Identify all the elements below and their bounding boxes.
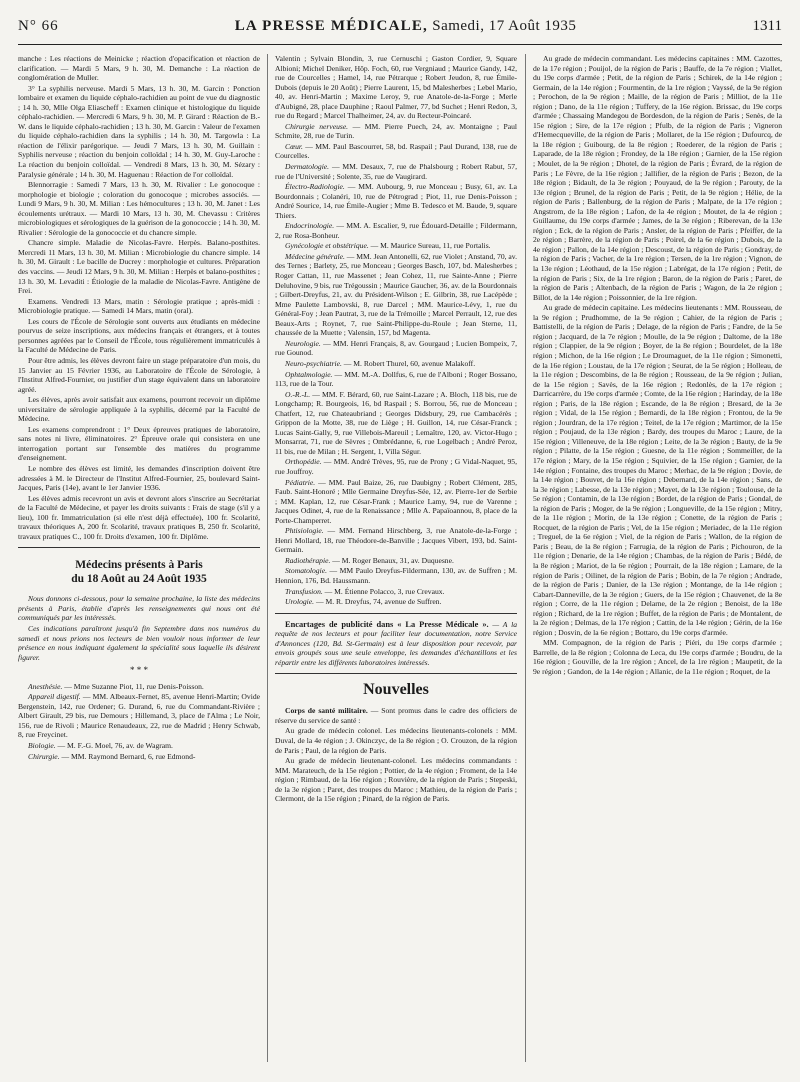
issue-date: Samedi, 17 Août 1935 bbox=[432, 18, 577, 34]
list-item bbox=[275, 339, 517, 358]
list-item bbox=[275, 359, 517, 369]
box-paragraph: Ces indications paraîtront jusqu'à fin Septembre dans nos numéros du samedi et nous prions nos lecteurs de bien vouloir nous informer de leur présence en nous indiquant également la spécialité sous laquelle ils désirent figurer. bbox=[18, 623, 260, 662]
doctor-entries: — MM. Raymond Bernard, 6, rue Edmond- bbox=[59, 751, 196, 761]
article-paragraph: Au grade de médecin lieutenant-colonel. Les médecins commandants : MM. Marateuch, de la 15e région ; Pottier, de la 4e région ; Froment, de la 14e région ; Rimbaud, de la 16e région ; Rouvière, de la région de Paris ; Stepeski, de la 3e région ; Paret, des troupes du Maroc ; Mathieu, de la région de Paris ; Clermont, de la 15e région ; Pinard, de la région de Paris. bbox=[275, 756, 517, 804]
article-paragraph: Les cours de l'École de Sérologie sont ouverts aux étudiants en médecine pourvus de seize inscriptions, aux médecins français et étrangers, et à toutes personnes agréées par le Conseil de l'École, tous régulièrement immatriculés à la Faculté de Médecine de Paris. bbox=[18, 316, 260, 355]
list-item bbox=[275, 390, 517, 457]
masthead bbox=[235, 18, 577, 35]
article-paragraph: Les élèves admis recevront un avis et devront alors s'inscrire au Secrétariat de la Faculté de Médecine, et payer les droits suivants : Frais de stage (s'il y a lieu), 100 fr. Immatriculation (si elle n'est déjà effectuée), 100 fr. Scolarité, travaux théoriques A, 200 fr. Scolarité, travaux pratiques B, 250 fr. Scolarité, travaux pratiques C., 100 fr. Droits d'examen, 100 fr. Diplôme. bbox=[18, 493, 260, 541]
specialty-label: Appareil digestif. bbox=[28, 692, 81, 702]
issue-number: N° 66 bbox=[18, 18, 59, 34]
article-paragraph: manche : Les réactions de Meinicke ; réaction d'opacification et réaction de clarification. — Mardi 5 Mars, 9 h. 30, M. Demanche : La réaction de conglomération de Muller. bbox=[18, 54, 260, 83]
specialty-label: Phtisiologie. bbox=[285, 526, 324, 536]
doctor-entries: — MM. Paul Bascourret, 58, bd. Raspail ; Paul Durand, 138, rue de Courcelles. bbox=[275, 141, 517, 161]
specialty-label: Électro-Radiologie. bbox=[285, 182, 345, 192]
list-item bbox=[275, 221, 517, 240]
specialty-label: Neuro-psychiatrie. bbox=[285, 358, 342, 368]
doctor-entries: Valentin ; Sylvain Blondin, 3, rue Cernuschi ; Gaston Cordier, 9, Square Albioni; Michel Deniker, Hôp. Foch, 60, rue Vergniaud ; Maurice Gandy, 142, rue de Courcelles ; Hamel, 14, rue Pétrarque ; Robert Jeudon, 8, rue Émile-Dubois (depuis le 20 Août) ; Pierre Laurent, 15, bd Malesherbes ; Lebel Mario, 40, av. Henri-Martin ; Maxime Leroy, 9, rue Anatole-de-la-Forge ; Merle d'Aubigné, 28, place Dauphine ; Raoul Palmer, 77, bd Suchet ; Henri Redon, 3, rue du Regard ; Marcel Thalheimer, 24, av. du Recteur-Poincaré. bbox=[275, 54, 517, 121]
doctor-entries: — MM. Fernand Hirschberg, 3, rue Anatole-de-la-Forge ; Henri Mollard, 18, rue Théodore-de-Banville ; Jacques Vibert, 193, bd. Saint-Germain. bbox=[275, 526, 517, 555]
journal-title: LA PRESSE MÉDICALE, bbox=[234, 18, 428, 34]
list-item bbox=[275, 566, 517, 585]
specialty-label: Endocrinologie. bbox=[285, 221, 335, 231]
specialty-label: Biologie. bbox=[28, 741, 56, 750]
advert-text: — A la requête de nos lecteurs et pour faciliter leur documentation, notre Service d'Annonces (120, Bd. St-Germain) est à leur disposition pour recevoir, par envois groupés sous une seule enveloppe, les demandes d'échantillons et les répartir entre les différents laboratoires intéressés. bbox=[275, 619, 517, 667]
section-divider bbox=[275, 613, 517, 614]
news-intro: — Sont promus dans le cadre des officiers de réserve du service de santé : bbox=[275, 706, 517, 725]
article-paragraph: Pour être admis, les élèves devront faire un stage préparatoire d'un mois, du 15 Janvier au 15 Février 1936, au Laboratoire de l'École de Sérologie, à l'Institut Alfred-Fournier, ou justifier d'un stage équivalent dans un laboratoire agréé. bbox=[18, 355, 260, 394]
doctor-entries: — M. F.-G. Moel, 76, av. de Wagram. bbox=[55, 741, 173, 750]
doctor-entries: — M. Roger Benaux, 31, av. Duquesne. bbox=[330, 555, 454, 565]
list-item bbox=[275, 162, 517, 181]
box-paragraph: Nous donnons ci-dessous, pour la semaine prochaine, la liste des médecins présents à Paris, établie d'après les renseignements qui nous ont été communiqués par les intéressés. bbox=[18, 594, 260, 623]
doctor-entries: — M. Maurice Sureau, 11, rue Portalis. bbox=[368, 241, 491, 251]
list-item bbox=[275, 370, 517, 389]
advert-title: Encartages de publicité dans « La Presse Médicale ». bbox=[285, 619, 489, 629]
article-paragraph: Au grade de médecin colonel. Les médecins lieutenants-colonels : MM. Duval, de la 4e région ; J. Okinczyc, de la 8e région ; O. Crouzon, de la région de Paris ; Paul, de la région de Paris. bbox=[275, 726, 517, 755]
specialty-label: Chirurgie. bbox=[28, 751, 60, 761]
specialty-label: Gynécologie et obstétrique. bbox=[285, 241, 369, 251]
box-intro bbox=[18, 594, 260, 662]
list-item bbox=[275, 478, 517, 526]
list-item bbox=[275, 54, 517, 121]
doctor-entries: — MM. Pierre Puech, 24, av. Montaigne ; Paul Schmite, 28, rue de Turin. bbox=[275, 121, 517, 141]
specialty-label: Dermatologie. bbox=[285, 162, 330, 172]
doctor-entries: — MM. André Trèves, 95, rue de Prony ; G Vidal-Naquet, 95, rue Jouffroy. bbox=[275, 457, 517, 476]
specialty-label: Transfusion. bbox=[285, 586, 323, 596]
article-paragraph: Blennorragie : Samedi 7 Mars, 13 h. 30, M. Rivalier : Le gonocoque : morphologie et biologie ; coloration du gonocoque ; microbes associés. — Lundi 9 Mars, 9 h. 30, M. Milian : Les hémocultures ; 13 h. 30, M. Janet : Les écoulements urétraux. — Mardi 10 Mars, 13 h. 30, M. Chevassu : Critères microbiologiques et sérologiques de la guérison de la gonococcie ; 14 h. 30, M. Rivalier : Sérologie de la gonococcie et du chancre simple. bbox=[18, 180, 260, 237]
specialty-label: Radiothérapie. bbox=[285, 555, 331, 565]
column-rule bbox=[267, 54, 268, 1062]
specialty-label: Orthopédie. bbox=[285, 457, 322, 467]
article-paragraph: MM. Compagnon, de la région de Paris ; Piéri, du 19e corps d'armée ; Barrelle, de la 8e région ; Colonna de Leca, du 19e corps d'armée ; Boudru, de la 16e région ; Gouville, de la 1re région ; Ancel, de la 1re région ; Maupetit, de la 9e région ; Gandon, de la 14e région ; Allanic, de la 11e région ; Roquet, de la bbox=[533, 638, 782, 676]
doctor-entries: — MM. Henri Français, 8, av. Gourgaud ; Lucien Bompeix, 7, rue Gounod. bbox=[275, 338, 517, 358]
specialty-label: Urologie. bbox=[285, 597, 315, 607]
news-heading: Corps de santé militaire. bbox=[285, 706, 368, 716]
section-divider bbox=[275, 673, 517, 674]
article-paragraph: Le nombre des élèves est limité, les demandes d'inscription doivent être adressées à M. le Directeur de l'Institut Alfred-Fournier, 25, boulevard Saint-Jacques, Paris (14e), avant le 1er Janvier 1936. bbox=[18, 463, 260, 493]
specialty-label: Neurologie. bbox=[285, 338, 321, 348]
specialty-label: Pédiatrie. bbox=[285, 477, 316, 487]
list-item bbox=[275, 182, 517, 220]
article-paragraph: Examens. Vendredi 13 Mars, matin : Sérologie pratique ; après-midi : Microbiologie pratique. — Samedi 14 Mars, matin (oral). bbox=[18, 296, 260, 316]
article-paragraph: Au grade de médecin commandant. Les médecins capitaines : MM. Cazottes, de la 17e région ; Pouijol, de la région de Paris ; Bauffe, de la 7e région ; Viallet, du 19e corps d'armée ; Petit, de la région de Paris ; Schirek, de la 14e région ; Germain, de la 14e région ; Fourmentin, de la 1re région ; Vayssé, de la 9e région ; Perochon, de la 9e région ; Maille, de la région de Paris ; Milliot, de la 11e région ; Dano, de la 11e région ; Tuffery, de la 16e région. Brissac, du 19e corps d'armée ; Chassaing Mandegou de Bordesdon, de la région de Paris ; Senès, de la 15e région ; Sire, de la 17e région ; Pfulb, de la région de Paris ; Vigneron d'Hemecqueville, de la région de Paris ; Mollaret, de la 15e région ; Dufourcq, de la 18e région ; Guibourg, de la 8e région ; Roederer, de la région de Paris ; Laparade, de la 18e région ; Frondey, de la 18e région ; Garnier, de la 15e région ; Moulet, de la 9e région ; Dhotel, de la région de Paris ; Évrard, de la région de Paris ; Le Fèvre, de la 16e région ; Jallifier, de la région de Paris ; Bezon, de la 18e région ; Bidault, de la 3e région ; Pouyaud, de la 9e région ; Parouty, de la 13e région ; Brunel, de la région de Paris ; Petit, de la 9e région ; Hélie, de la région de Paris ; Ballenburg, de la région de Paris ; Malpate, de la 17e région ; Angstrom, de la 18e région ; Lafon, de la 4e région ; Moutet, de la 4e région ; Guillaume, du 19e corps d'armée ; James, de la 3e région ; Riberevan, de la 13e région ; Eck, de la région de Paris ; Ansler, de la région de Paris ; Pfeiffer, de la 2e région ; Barrère, de la région de Paris ; Poirel, de la 6e région ; Dubois, de la 4e région ; Pallon, de la 14e région ; Descoust, de la région de Paris ; Gondray, de la région de Paris ; Vacher, de la 1re région ; Tersen, de la 1re région ; Vignon, de la 13e région ; Léothaud, de la 15e région ; Labrégat, de la 17e région ; Petit, de la région de Paris ; Six, de la 1re région ; Baron, de la région de Paris ; Paret, de la région de Paris ; Altenbach, de la région de Paris ; Wagon, de la 2e région ; Billot, de la 14e région ; Poissonnier, de la 1re région. bbox=[533, 54, 782, 302]
specialty-label: Stomatologie. bbox=[285, 566, 327, 576]
page-header bbox=[18, 18, 782, 45]
list-item bbox=[18, 752, 260, 762]
list-item bbox=[275, 556, 517, 566]
list-item bbox=[275, 122, 517, 141]
article-paragraph: Les examens comprendront : 1° Deux épreuves pratiques de laboratoire, sans notes ni livre, éliminatoires. 2° Épreuve orale qui consistera en une interrogation portant sur l'ensemble des matières du programme d'enseignement. bbox=[18, 424, 260, 463]
specialty-label: Cœur. bbox=[285, 141, 303, 151]
doctor-entries: — M. Robert Thurel, 60, avenue Malakoff. bbox=[341, 358, 476, 368]
doctor-entries: — MM. Aubourg, 9, rue Monceau ; Busy, 61, av. La Bourdonnais ; Colanéri, 10, rue de Pétrograd ; Piot, 11, rue Denis-Poisson ; André Sourice, 14, rue Émile-Augier ; Mme B. Tedesco et M. Baude, 9, square Thiers. bbox=[275, 182, 517, 220]
specialty-label: Anesthésie. bbox=[28, 681, 63, 691]
specialty-label: Ophtalmologie. bbox=[285, 369, 333, 379]
section-divider bbox=[18, 547, 260, 548]
doctor-entries: — M. Étienne Polacco, 3, rue Crevaux. bbox=[322, 586, 445, 596]
box-title-line: du 18 Août au 24 Août 1935 bbox=[71, 573, 207, 586]
article-paragraph: Au grade de médecin capitaine. Les médecins lieutenants : MM. Rousseau, de la 9e région ; Prudhomme, de la 9e région ; Cahier, de la région de Paris ; Battistelli, de la région de Paris ; Delage, de la région de Paris ; Fandre, de la 5e région ; Jacquard, de la 7e région ; Moulle, de la 9e région ; Daltome, de la 18e région ; Clappier, de la 9e région ; Boyer, de la 8e région ; Bourdelet, de la 18e région ; Michon, de la 16e région ; Le Droumaguet, de la 11e région ; Simonetti, de la 16e région ; Loustau, de la 17e région ; Seurat, de la 5e région ; Holleau, de la 11e région ; Descombins, de la 8e région ; Rousseau, de la 9e région ; Julian, de la 15e région ; Savès, de la 16e région ; Redonlès, de la 17e région ; Darricarrère, du 19e corps d'armée ; Comte, de la 16e région ; Harinday, de la 18e région ; Paris, de la 18e région ; Escande, de la 8e région ; Bresard, de la 3e région ; Vidal, de la 15e région ; Bernardi, de la 18e région ; Frontou, de la 9e région ; Jourdran, de la 17e région ; Teitel, de la 17e région ; Martimor, de la 15e région ; Poujaud, de la 13e région ; Bardy, des troupes du Maroc ; Laure, de la 15e région ; Villeneuve, de la 18e région ; Leite, de la 3e région ; Bauty, de la 9e région ; Pilatte, de la 15e région ; Guesne, de la 11e région ; Sommeiller, de la 17e région ; Mary, de la 15e région ; Squivier, de la 15e région ; Garnier, de la 14e région ; Fontaine, des troupes du Maroc ; Merhac, de la 9e région ; Dovie, de la 14e région ; Bouvet, de la 16e région ; Debernard, de la 14e région ; Sans, de la 3e région ; Labesse, de la 13e région ; Mayet, de la 13e région ; Toulouse, de la 5e région ; Contamin, de la 13e région ; Bordet, de la région de Paris ; Gondal, de la région de Paris ; Moger, de la 9e région ; Longueville, de la 15e région ; Mitry, de la 11e région ; Morin, de la 13e région ; Conette, de la région de Paris ; Rocquet, de la région de Paris ; Vel, de la 15e région ; Meriadec, de la 11e région ; Treguel, de la 6e région ; Viel, de la région de Paris ; Wallon, de la région de Paris ; Beau, de la 8e région ; Farrugia, de la région de Paris ; Pichouron, de la 11e région ; Denarie, de la 14e région ; Chambas, de la région de Paris ; Bédé, de la 8e région ; Mariot, de la 6e région ; Pourrait, de la 18e région ; Lamare, de la région de Paris ; Oilinet, de la région de Paris ; Bobin, de la 7e région ; Andrade, de la région de Paris ; Danier, de la 13e région ; Montange, de la 14e région ; Cabart-Danneville, de la 3e région ; Guers, de la 15e région ; Chauvenet, de la 8e région ; Corre, de la 11e région ; Delarne, de la 2e région ; Benoist, de la 18e région ; Richard, de la 1re région ; Buffet, de la région de Paris ; de Montalent, de la 2e région ; Delmas, de la 17e région ; Cattin, de la 14e région ; Gérin, de la 16e région ; Dosvin, de la 6e région ; Bottaro, du 19e corps d'armée. bbox=[533, 303, 782, 637]
doctor-entries: — MM. A. Escalier, 9, rue Édouard-Detaille ; Fildermann, 2, rue Rosa-Bonheur. bbox=[275, 221, 517, 240]
list-item bbox=[275, 252, 517, 338]
list-item bbox=[275, 241, 517, 251]
column-2 bbox=[275, 54, 517, 1062]
stars-separator: * * * bbox=[130, 665, 148, 676]
doctor-entries: — M. R. Dreyfus, 74, avenue de Suffren. bbox=[314, 597, 442, 607]
news-item bbox=[275, 706, 517, 725]
box-title bbox=[18, 558, 260, 586]
doctor-entries: — MM. Paul Baize, 26, rue Daubigny ; Robert Clément, 285, Faub. Saint-Honoré ; Mlle Germaine Dreyfus-Sée, 12, av. Pierre-1er de Serbie ; MM. Kaplan, 12, rue César-Frank ; Maurice Lamy, 94, rue de Varenne ; Jacques Odinet, 4, rue de la Renaissance ; Mlle A. Papaïoannou, 8, place de la Porte-Champerret. bbox=[275, 477, 517, 525]
section-heading: Nouvelles bbox=[363, 681, 429, 699]
column-3 bbox=[533, 54, 782, 1062]
page-number: 1311 bbox=[752, 18, 782, 34]
specialty-label: Médecine générale. bbox=[285, 251, 345, 261]
article-paragraph: Les élèves, après avoir satisfait aux examens, pourront recevoir un diplôme universitaire de sérologie appliquée à la syphilis, décerné par la Faculté de Médecine. bbox=[18, 395, 260, 424]
list-item bbox=[18, 692, 260, 740]
list-item bbox=[275, 597, 517, 607]
box-title-line: Médecins présents à Paris bbox=[75, 559, 203, 572]
doctor-entries: — MM. F. Bérard, 60, rue Saint-Lazare ; A. Bloch, 118 bis, rue de Longchamp; R. Bourgeois, 16, bd Raspail ; S. Borrou, 56, rue de Monceau ; Chatfert, 12, rue Chateaubriand ; Georges Didsbury, 29, rue Cambacérès ; Grippon de la Motte, 38, rue de Liège ; H. Guillon, 14, rue César-Franck ; Lucas Saint-Gally, 9, rue Villebois-Mareuil ; Lemaître, 120, av. Victor-Hugo ; Monsarrat, 71, rue de Sèvres ; Ombrédanne, 6, rue Logelbach ; André Peroz, 11 bis, rue de Milan ; H. Sergent, 1, Villa Ségur. bbox=[275, 389, 517, 456]
article-paragraph: Chancre simple. Maladie de Nicolas-Favre. Herpès. Balano-posthites. Mercredi 11 Mars, 13 h. 30, M. Milian : Microbiologie du chancre simple. 14 h. 30, M. Girault : Le bacille de Ducrey : morphologie et cultures. Préparation des vaccins. — Jeudi 12 Mars, 9 h. 30, M. Milian : Herpès et balano-posthites ; 13 h. 30, M. Levaditi : Étiologie de la maladie de Nicolas-Favre. Antigène de Frei. bbox=[18, 238, 260, 296]
doctor-entries: — MM. Albeaux-Fernet, 85, avenue Henri-Martin; Ovide Bergenstein, 142, rue Ordener; G. Durand, 6, rue du Commandant-Rivière ; Albert Girault, 29 bis, rue Demours ; Hillemand, 3, place de l'Alma ; Le Noir, 156, rue de Rivoli ; Maurice Renaudeaux, 22, rue de Madrid ; Henry Schwab, 8, rue Freycinet. bbox=[18, 692, 260, 740]
list-item bbox=[275, 526, 517, 555]
column-1 bbox=[18, 54, 260, 1062]
doctor-entries: — MM. M.-A. Dollfus, 6, rue de l'Alboni ; Roger Bossano, 113, rue de la Tour. bbox=[275, 369, 517, 389]
advert-notice bbox=[275, 620, 517, 668]
list-item bbox=[275, 457, 517, 476]
doctor-entries: — MM Paulo Dreyfus-Fildermann, 130, av. de Suffren ; M. Hennion, 176, Bd. Haussmann. bbox=[275, 566, 517, 585]
list-item bbox=[18, 741, 260, 751]
doctor-entries: — MM. Jean Antonelli, 62, rue Violet ; Anstand, 70, av. des Ternes ; Barlety, 25, rue Monceau ; Georges Basch, 107, bd. Malesherbes ; Roger Cattan, 11, rue Massenet ; Jean Cohez, 11, rue Sainte-Anne ; Pierre Deluhovine, 9 bis, rue Trégoussin ; Maurice Gaucher, 36, av. de la Bourdonnais ; Gilbert-Dreyfus, 21, av. du Président-Wilson ; E. Gilbrin, 38, rue Lacépède ; Mme Paulette Lambovski, 8, rue Darcel ; MM. Maurice-Lévy, 1, rue du Général-Foy ; Jean Pautrat, 3, rue de la Trémoille ; Marcel Perrault, 12, rue des Beaux-Arts ; Roynet, 7, rue Saint-Philippe-du-Roule ; Jean Sterne, 11, chaussée de la Muette ; Valensin, 157, bd Magenta. bbox=[275, 251, 517, 338]
list-item bbox=[275, 587, 517, 597]
list-item bbox=[275, 142, 517, 161]
article-paragraph: 3° La syphilis nerveuse. Mardi 5 Mars, 13 h. 30, M. Garcin : Ponction lombaire et examen du liquide céphalo-rachidien au point de vue du diagnostic ; 14 h. 30, Mlle Olga Eliascheff : Examen clinique et histologique du liquide céphalo-rachidien. — Mercredi 6 Mars, 9 h. 30, M. P. Girard : Réaction de B.-W. dans le liquide céphalo-rachidien ; 13 h. 30, M. Garcin : Valeur de l'examen du liquide céphalo-rachidien dans la syphilis ; 14 h. 30, M. Targowla : La réaction de l'élixir parégorique. — Jeudi 7 Mars, 13 h. 30, M. Guillain : Syphilis nerveuse ; réaction du benjoin colloïdal ; 14 h. 30, M. Guy-Laroche : La réaction du benjoin colloïdal. — Vendredi 8 Mars, 13 h. 30, M. Sézary : Paralysie générale ; 14 h. 30, M. Haguenau : Réaction de l'or colloïdal. bbox=[18, 83, 260, 179]
specialty-label: Chirurgie nerveuse. bbox=[285, 121, 349, 131]
list-item bbox=[18, 682, 260, 692]
column-rule bbox=[525, 54, 526, 1062]
doctor-entries: — MM. Desaux, 7, rue de Phalsbourg ; Robert Rabut, 57, rue de l'Université ; Solente, 35, rue de Vaugirard. bbox=[275, 162, 517, 181]
doctor-entries: — Mme Suzanne Piot, 11, rue Denis-Poisson. bbox=[62, 681, 204, 691]
specialty-label: O.-R.-L. bbox=[285, 389, 311, 399]
